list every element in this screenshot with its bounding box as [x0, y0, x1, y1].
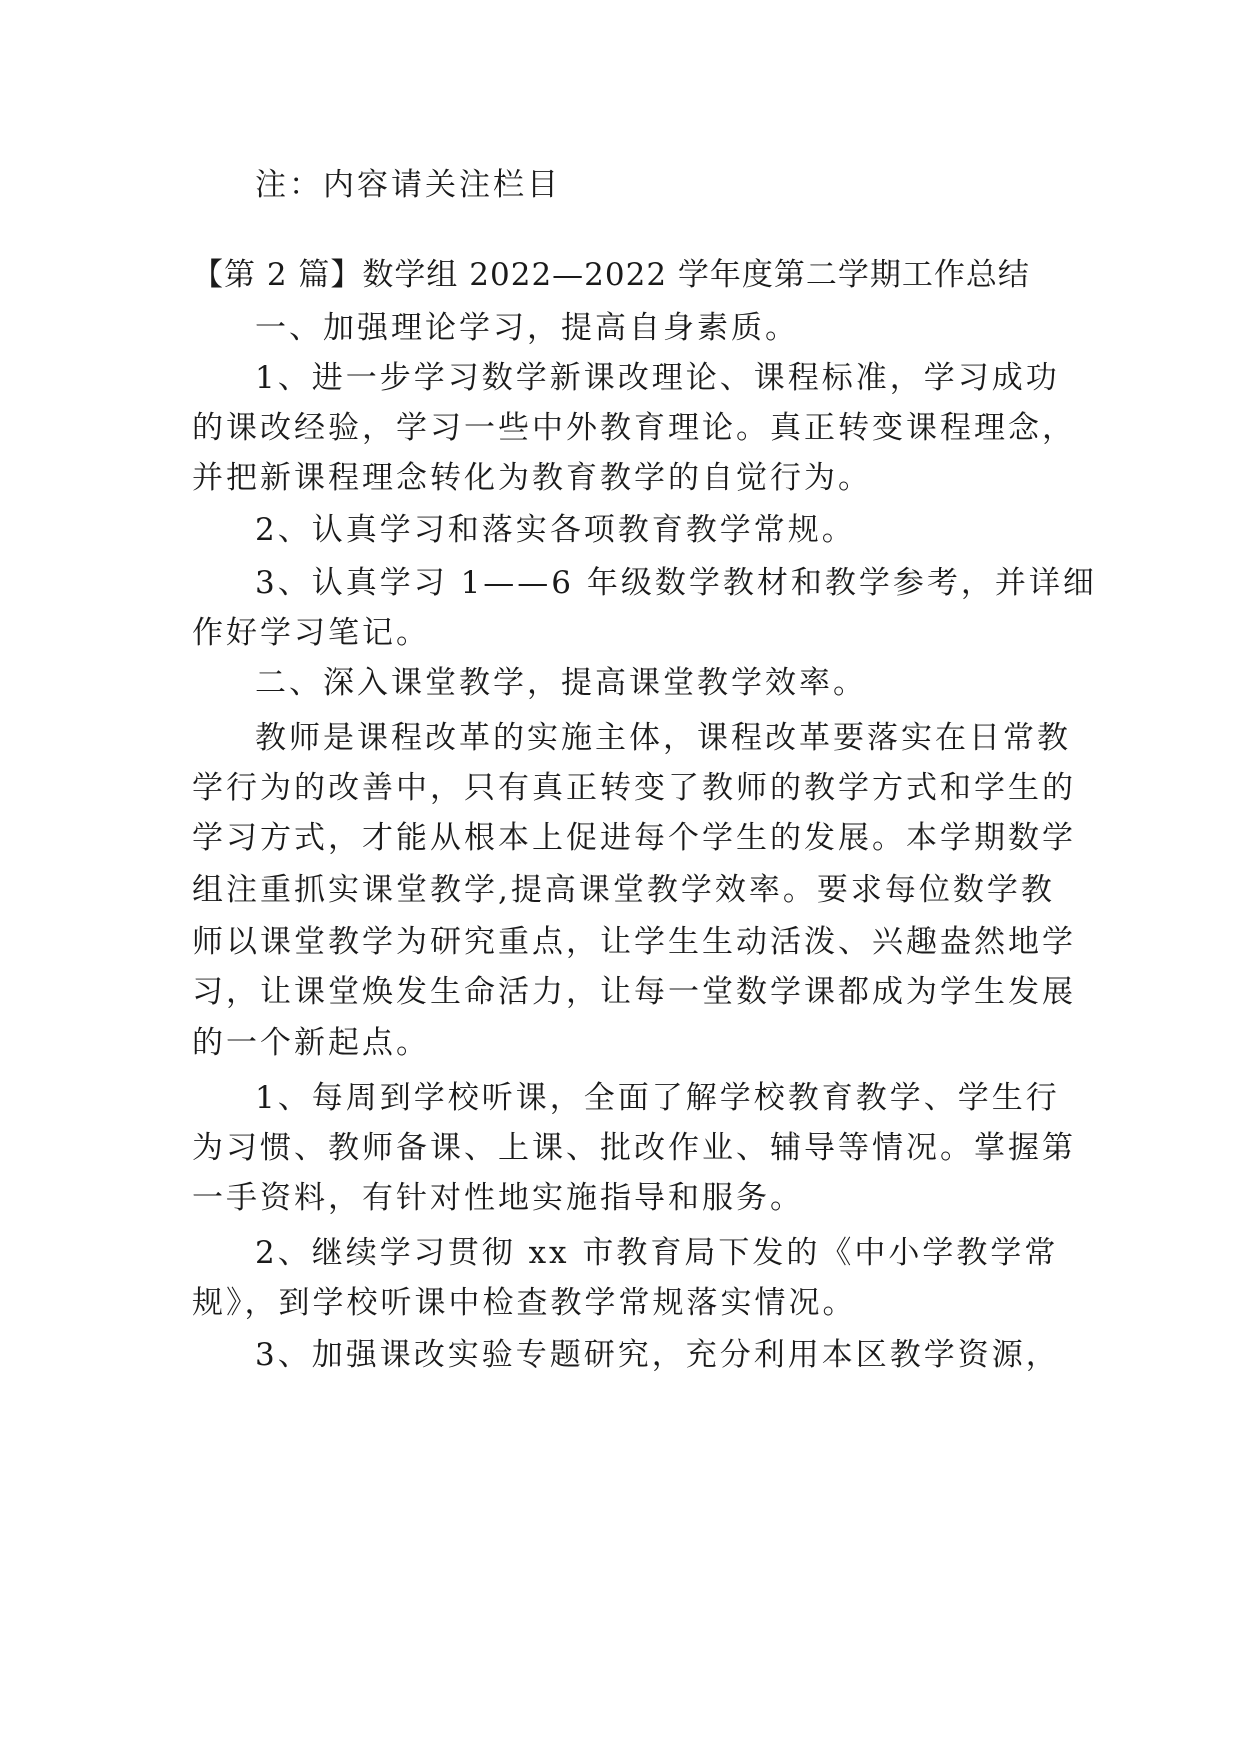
- paragraph-line: 学行为的改善中，只有真正转变了教师的教学方式和学生的: [192, 770, 1076, 806]
- paragraph-line: 2、认真学习和落实各项教育教学常规。: [255, 512, 856, 548]
- paragraph-line: 习，让课堂焕发生命活力，让每一堂数学课都成为学生发展: [192, 974, 1076, 1010]
- paragraph-line: 学习方式，才能从根本上促进每个学生的发展。本学期数学: [192, 820, 1076, 856]
- paragraph-line: 的一个新起点。: [192, 1025, 430, 1061]
- paragraph-line: 的课改经验，学习一些中外教育理论。真正转变课程理念，: [192, 410, 1076, 446]
- paragraph-line: 3、认真学习 1——6 年级数学教材和教学参考，并详细: [255, 565, 1097, 601]
- article-title: 【第 2 篇】数学组 2022—2022 学年度第二学期工作总结: [192, 257, 1030, 293]
- paragraph-line: 并把新课程理念转化为教育教学的自觉行为。: [192, 460, 872, 496]
- paragraph-line: 2、继续学习贯彻 xx 市教育局下发的《中小学教学常: [255, 1235, 1059, 1271]
- paragraph-line: 1、每周到学校听课，全面了解学校教育教学、学生行: [255, 1080, 1060, 1116]
- paragraph-line: 为习惯、教师备课、上课、批改作业、辅导等情况。掌握第: [192, 1130, 1076, 1166]
- paragraph-line: 一手资料，有针对性地实施指导和服务。: [192, 1180, 804, 1216]
- paragraph-line: 作好学习笔记。: [192, 615, 430, 651]
- section-heading: 二、深入课堂教学，提高课堂教学效率。: [255, 665, 867, 701]
- paragraph-line: 1、进一步学习数学新课改理论、课程标准，学习成功: [255, 360, 1060, 396]
- section-heading: 一、加强理论学习，提高自身素质。: [255, 310, 799, 346]
- paragraph-line: 3、加强课改实验专题研究，充分利用本区教学资源，: [255, 1337, 1060, 1373]
- note-text: 注：内容请关注栏目: [255, 167, 561, 203]
- paragraph-line: 组注重抓实课堂教学,提高课堂教学效率。要求每位数学教: [192, 872, 1055, 908]
- paragraph-line: 规》，到学校听课中检查教学常规落实情况。: [192, 1285, 857, 1321]
- paragraph-line: 师以课堂教学为研究重点，让学生生动活泼、兴趣盎然地学: [192, 924, 1076, 960]
- paragraph-line: 教师是课程改革的实施主体，课程改革要落实在日常教: [255, 720, 1071, 756]
